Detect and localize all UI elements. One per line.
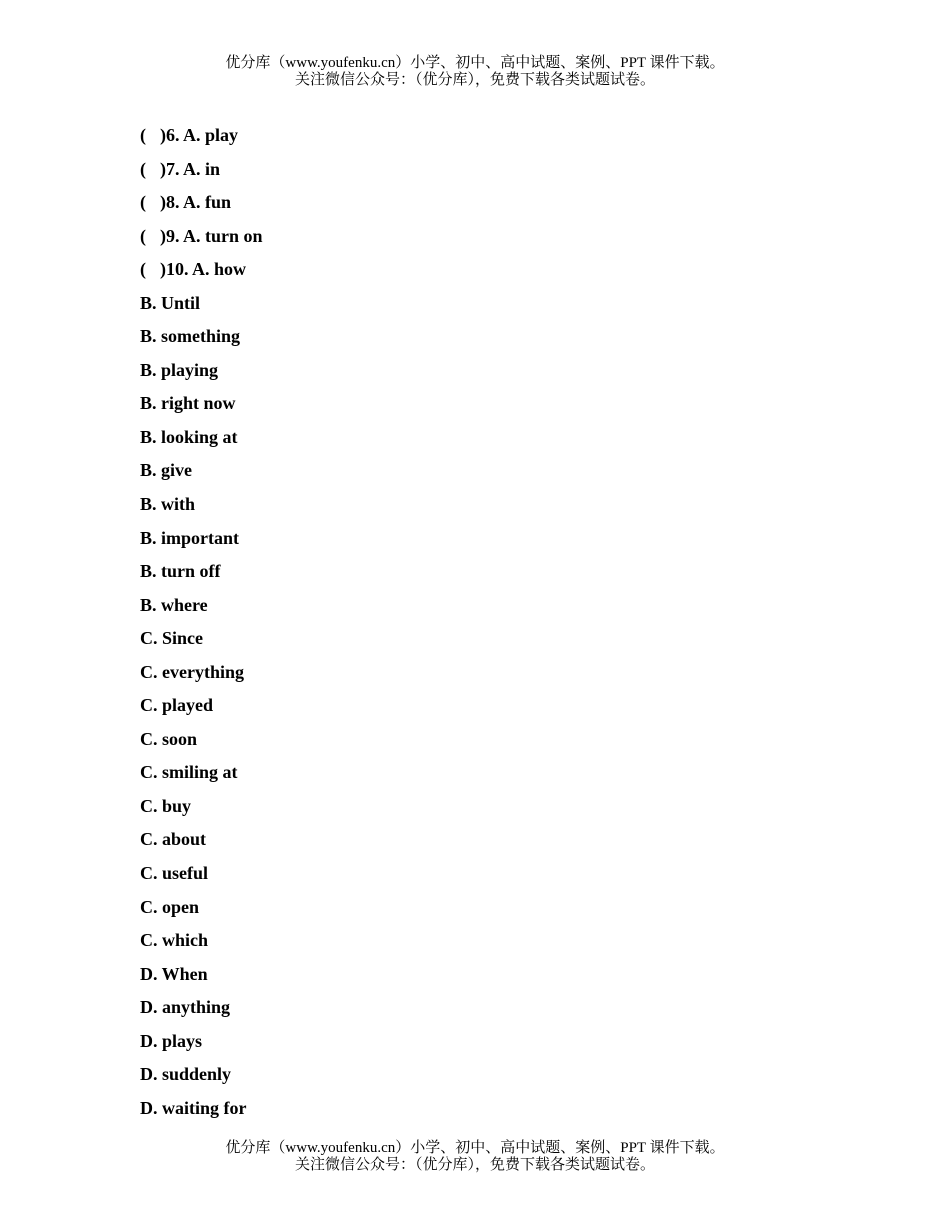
option-d: D. waiting for <box>140 1097 247 1118</box>
question-item <box>140 223 263 257</box>
option-b: B. playing <box>140 359 219 380</box>
answer-paren: ( <box>140 259 146 280</box>
option-b: B. important <box>140 527 239 548</box>
header-line-2: 关注微信公众号：（优分库），免费下载各类试题试卷。 <box>294 72 655 88</box>
option-b: B. something <box>140 326 241 347</box>
option-b: B. turn off <box>140 561 221 582</box>
option-b: B. with <box>140 494 196 515</box>
option-b: B. right now <box>140 393 236 414</box>
option-c: C. everything <box>140 661 244 682</box>
option-c: C. buy <box>140 795 192 816</box>
option-c: C. open <box>140 896 200 917</box>
question-text: )8. A. fun <box>160 192 232 213</box>
option-c: C. played <box>140 695 214 716</box>
question-item <box>140 122 263 156</box>
option-b: B. where <box>140 594 208 615</box>
option-c: C. soon <box>140 728 198 749</box>
question-text: )7. A. in <box>160 158 221 179</box>
option-b: B. Until <box>140 292 201 313</box>
question-item <box>140 189 263 223</box>
footer-line-1: 优分库（www.youfenku.cn）小学、初中、高中试题、案例、PPT 课件下载。 <box>225 1140 725 1156</box>
option-d: D. suddenly <box>140 1064 232 1085</box>
option-c: C. smiling at <box>140 762 238 783</box>
header-line-1: 优分库（www.youfenku.cn）小学、初中、高中试题、案例、PPT 课件下载。 <box>225 55 725 71</box>
footer-line-2: 关注微信公众号：（优分库），免费下载各类试题试卷。 <box>294 1157 655 1173</box>
answer-paren: ( <box>140 125 146 145</box>
option-d: D. When <box>140 963 208 984</box>
option-b: B. give <box>140 460 192 481</box>
option-c: C. Since <box>140 628 203 649</box>
option-d: D. anything <box>140 997 231 1018</box>
question-item <box>140 256 263 290</box>
question-list <box>140 122 263 1128</box>
answer-paren: ( <box>140 158 146 179</box>
question-text: )9. A. turn on <box>160 225 263 246</box>
option-c: C. which <box>140 930 209 951</box>
option-c: C. about <box>140 829 207 850</box>
answer-paren: ( <box>140 225 146 246</box>
question-item <box>140 156 263 190</box>
option-d: D. plays <box>140 1030 203 1051</box>
question-text: )6. A. play <box>160 125 239 145</box>
page-footer <box>0 1140 950 1174</box>
option-b: B. looking at <box>140 426 238 447</box>
question-text: )10. A. how <box>160 259 247 280</box>
answer-paren: ( <box>140 192 146 213</box>
option-c: C. useful <box>140 863 209 884</box>
page-header <box>0 55 950 89</box>
